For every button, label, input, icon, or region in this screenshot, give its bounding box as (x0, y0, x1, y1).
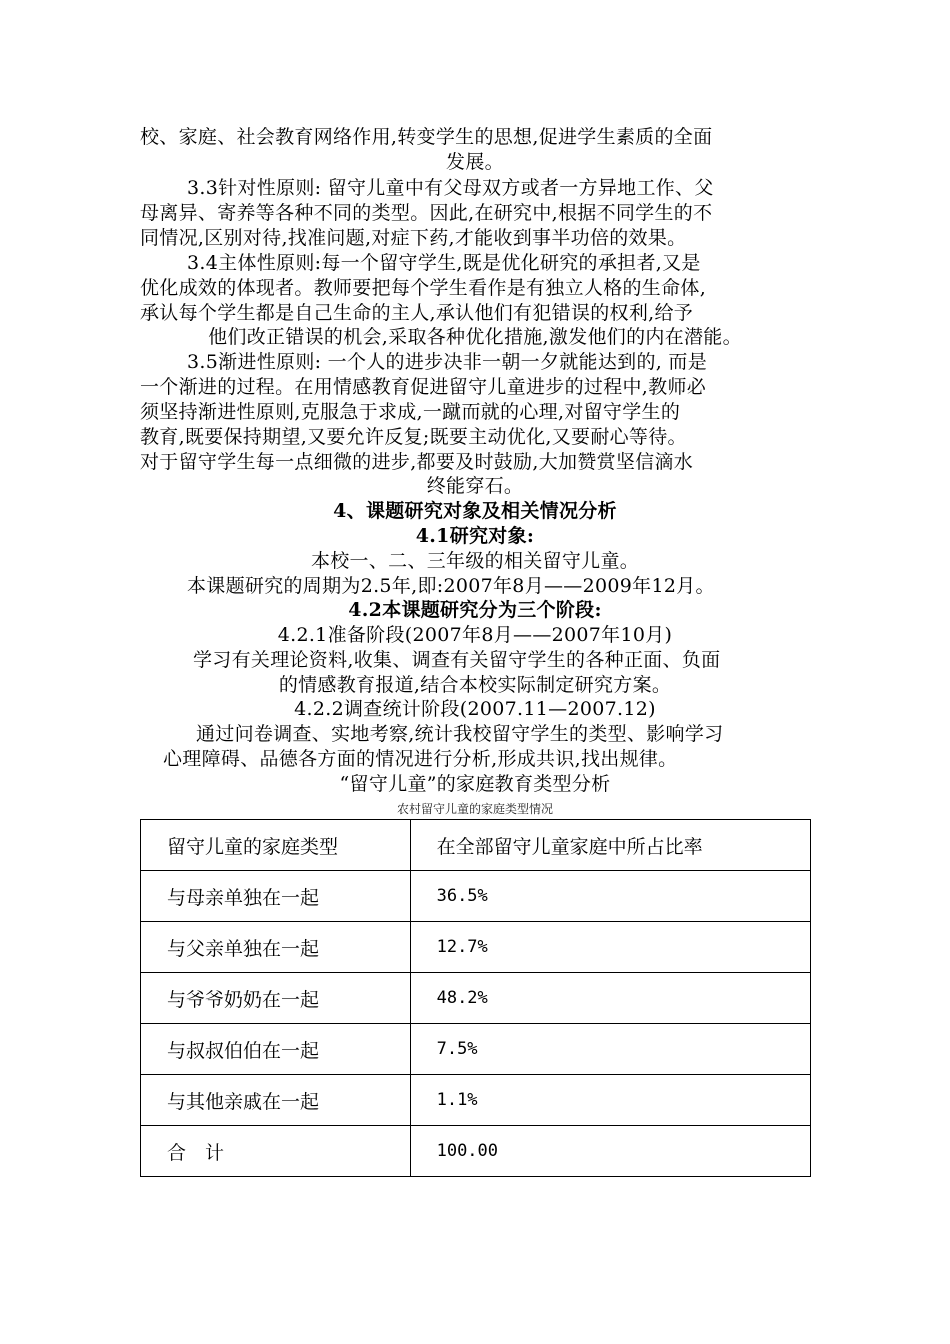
paragraph-line: 心理障碍、品德各方面的情况进行分析,形成共识,找出规律。 (163, 748, 678, 770)
section-3-4-heading-line: 3.4主体性原则:每一个留守学生,既是优化研究的承担者,又是 (187, 252, 701, 274)
table-total-row (141, 1126, 811, 1177)
header-cell: 留守儿童的家庭类型 (141, 820, 411, 871)
section-4-2-heading: 4.2本课题研究分为三个阶段: (348, 599, 602, 621)
table-cell: 48.2% (410, 973, 810, 1024)
paragraph-line: 发展。 (446, 151, 504, 173)
paragraph-line: 优化成效的体现者。教师要把每个学生看作是有独立人格的生命体, (140, 277, 707, 299)
section-3-3-heading-line: 3.3针对性原则: 留守儿童中有父母双方或者一方异地工作、父 (187, 177, 714, 199)
paragraph-line: 学习有关理论资料,收集、调查有关留守学生的各种正面、负面 (193, 649, 721, 671)
paragraph-line: 对于留守学生每一点细微的进步,都要及时鼓励,大加赞赏坚信滴水 (140, 451, 694, 473)
paragraph-line: 教育,既要保持期望,又要允许反复;既要主动优化,又要耐心等待。 (140, 426, 687, 448)
table-row (141, 1075, 811, 1126)
table-cell: 与爷爷奶奶在一起 (141, 973, 411, 1024)
table-cell: 与其他亲戚在一起 (141, 1075, 411, 1126)
table-cell: 与父亲单独在一起 (141, 922, 411, 973)
table-cell: 12.7% (410, 922, 810, 973)
table-cell: 与母亲单独在一起 (141, 871, 411, 922)
section-4-1-heading: 4.1研究对象: (415, 525, 535, 547)
table-row (141, 871, 811, 922)
paragraph-line: 终能穿石。 (426, 475, 524, 497)
paragraph-line: 母离异、寄养等各种不同的类型。因此,在研究中,根据不同学生的不 (140, 202, 713, 224)
table-row (141, 1024, 811, 1075)
table-cell: 1.1% (410, 1075, 810, 1126)
table-cell: 100.00 (410, 1126, 810, 1177)
paragraph-line: 本校一、二、三年级的相关留守儿童。 (310, 550, 640, 572)
table-cell: 与叔叔伯伯在一起 (141, 1024, 411, 1075)
header-cell: 在全部留守儿童家庭中所占比率 (410, 820, 810, 871)
family-type-table (140, 819, 811, 1177)
section-4-2-2-heading: 4.2.2调查统计阶段(2007.11—2007.12) (294, 698, 656, 720)
section-4-heading: 4、课题研究对象及相关情况分析 (333, 500, 617, 522)
table-row (141, 973, 811, 1024)
paragraph-line: 一个渐进的过程。在用情感教育促进留守儿童进步的过程中,教师必 (140, 376, 707, 398)
paragraph-line: 校、家庭、社会教育网络作用,转变学生的思想,促进学生素质的全面 (140, 126, 713, 148)
section-3-5-heading-line: 3.5渐进性原则: 一个人的进步决非一朝一夕就能达到的, 而是 (187, 351, 708, 373)
table-title: “留守儿童”的家庭教育类型分析 (339, 773, 611, 795)
paragraph-line: 同情况,区别对待,找准问题,对症下药,才能收到事半功倍的效果。 (140, 227, 687, 249)
paragraph-line: 须坚持渐进性原则,克服急于求成,一蹴而就的心理,对留守学生的 (140, 401, 681, 423)
table-row (141, 922, 811, 973)
paragraph-line: 的情感教育报道,结合本校实际制定研究方案。 (278, 674, 672, 696)
table-caption: 农村留守儿童的家庭类型情况 (396, 802, 553, 816)
paragraph-line: 通过问卷调查、实地考察,统计我校留守学生的类型、影响学习 (196, 723, 724, 745)
table-header-row (141, 820, 811, 871)
paragraph-line: 承认每个学生都是自己生命的主人,承认他们有犯错误的权利,给予 (140, 302, 694, 324)
table-cell: 合 计 (141, 1126, 411, 1177)
paragraph-line: 本课题研究的周期为2.5年,即:2007年8月——2009年12月。 (187, 575, 715, 597)
table-cell: 7.5% (410, 1024, 810, 1075)
section-4-2-1-heading: 4.2.1准备阶段(2007年8月——2007年10月) (277, 624, 673, 646)
paragraph-line: 他们改正错误的机会,采取各种优化措施,激发他们的内在潜能。 (208, 326, 742, 348)
table-cell: 36.5% (410, 871, 810, 922)
